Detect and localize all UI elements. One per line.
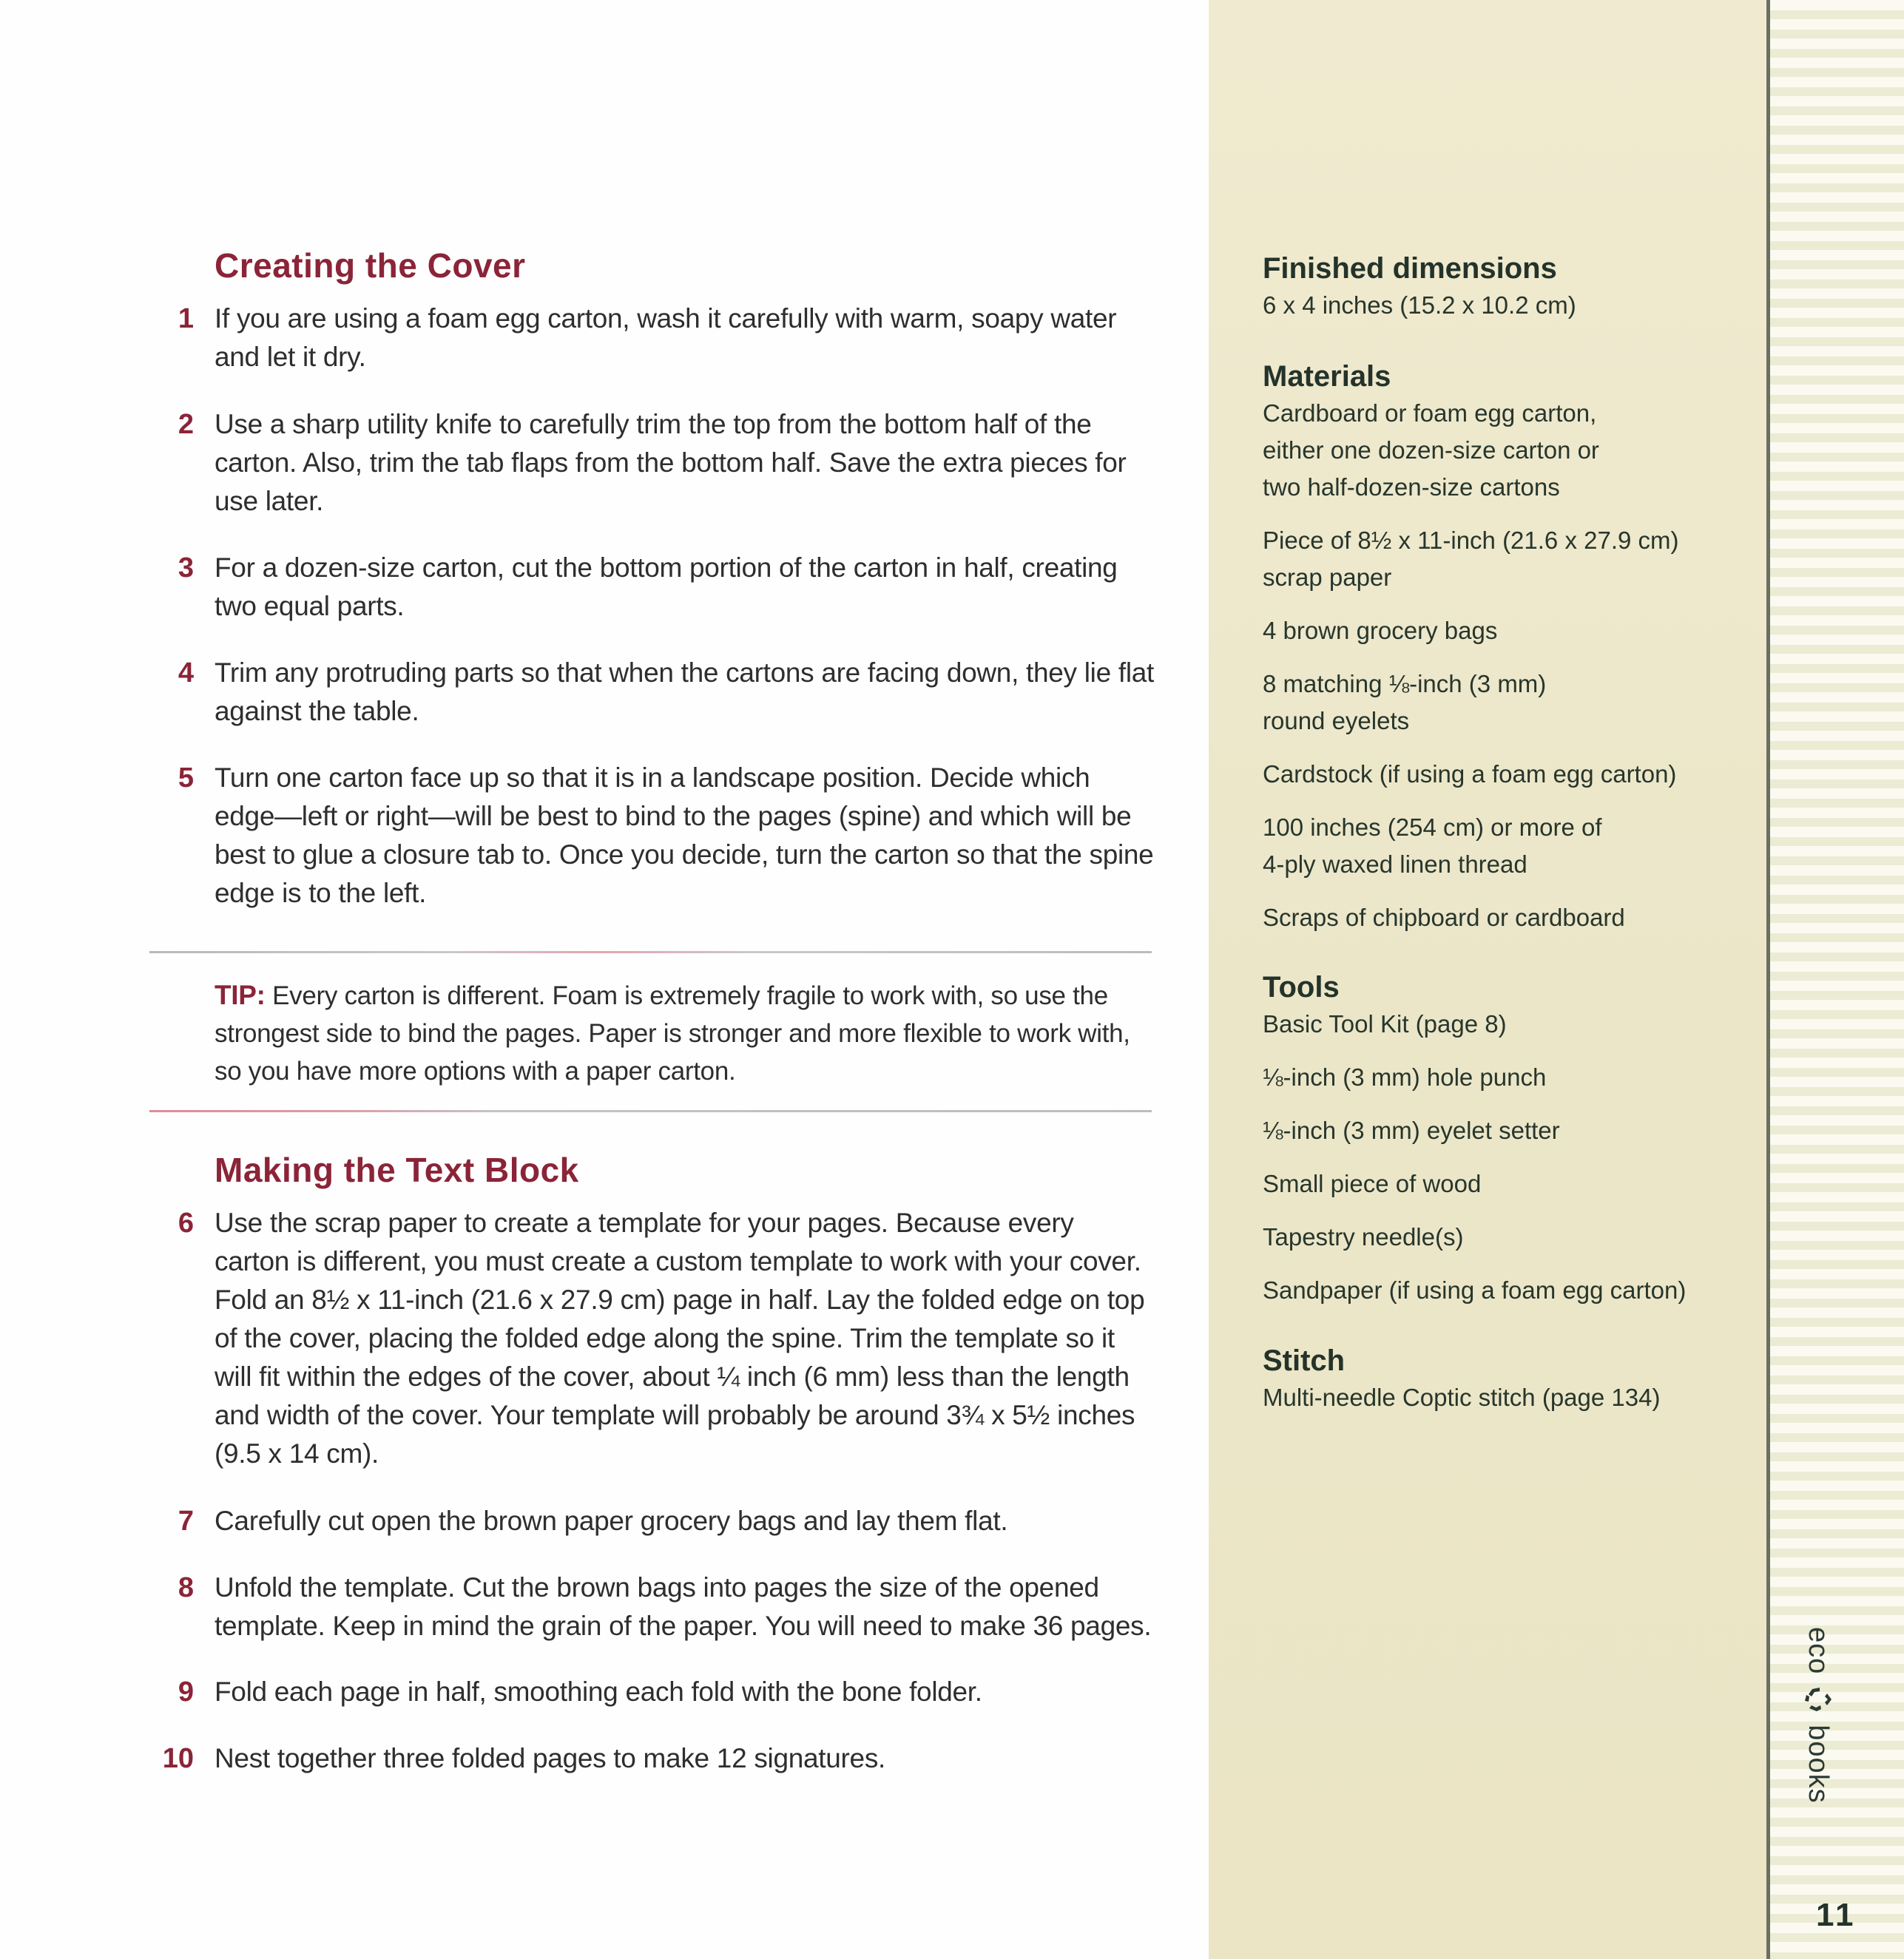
sidebar-panel <box>1209 0 1766 1959</box>
material-line: 8 matching ⅛-inch (3 mm) <box>1263 670 1547 697</box>
materials-block <box>1263 358 1751 936</box>
step-7 <box>148 1502 1154 1540</box>
step-6 <box>148 1204 1154 1473</box>
step-number: 2 <box>178 409 194 440</box>
step-1 <box>148 300 1154 376</box>
material-line: scrap paper <box>1263 564 1392 591</box>
tip-top-divider <box>149 951 1152 953</box>
page-number: 11 <box>1816 1897 1857 1933</box>
stitch-block <box>1263 1342 1751 1416</box>
step-2 <box>148 405 1154 521</box>
tip-label: TIP: <box>215 980 266 1010</box>
step-5 <box>148 759 1154 913</box>
step-number: 5 <box>178 762 194 794</box>
finished-dimensions-heading: Finished dimensions <box>1263 252 1557 285</box>
material-line: 4-ply waxed linen thread <box>1263 850 1527 878</box>
stitch-item: Multi-needle Coptic stitch (page 134) <box>1263 1384 1661 1411</box>
step-10 <box>148 1739 1154 1778</box>
step-number: 10 <box>162 1743 194 1774</box>
finished-dimensions-block <box>1263 250 1751 324</box>
step-text: Use the scrap paper to create a template for your pages. Because every carton is different, you must create a custom template to work with your cover. Fold an 8½ x 11-inch (21.6 x 27.9 cm) page in half. Lay the folded edge on top of the cover, placing the folded edge along the spine. Trim the template so it will fit within the edges of the cover, about ¼ inch (6 mm) less than the length and width of the cover. Your template will probably be around 3¾ x 5½ inches (9.5 x 14 cm). <box>215 1208 1145 1469</box>
brand-eco: eco <box>1803 1627 1834 1675</box>
section-title-creating-cover: Creating the Cover <box>215 246 526 285</box>
step-text: If you are using a foam egg carton, wash it carefully with warm, soapy water and let it dry. <box>215 303 1117 372</box>
material-item <box>1263 522 1751 596</box>
material-item <box>1263 666 1751 740</box>
tip-bottom-divider <box>149 1110 1152 1112</box>
step-3 <box>148 549 1154 626</box>
step-number: 1 <box>178 303 194 334</box>
tool-item: ⅛-inch (3 mm) hole punch <box>1263 1063 1547 1091</box>
step-number: 9 <box>178 1677 194 1708</box>
step-number: 3 <box>178 552 194 583</box>
step-text: Nest together three folded pages to make 12 signatures. <box>215 1743 886 1773</box>
material-item: Scraps of chipboard or cardboard <box>1263 904 1625 931</box>
stitch-heading: Stitch <box>1263 1344 1346 1377</box>
tool-item: Tapestry needle(s) <box>1263 1223 1464 1251</box>
material-line: Piece of 8½ x 11-inch (21.6 x 27.9 cm) <box>1263 527 1679 554</box>
brand-books: books <box>1803 1725 1834 1804</box>
tool-item: Basic Tool Kit (page 8) <box>1263 1010 1507 1038</box>
tool-item: Sandpaper (if using a foam egg carton) <box>1263 1276 1687 1304</box>
step-number: 4 <box>178 657 194 688</box>
material-line: Cardboard or foam egg carton, <box>1263 399 1597 427</box>
step-text: Fold each page in half, smoothing each fold with the bone folder. <box>215 1677 982 1707</box>
step-4 <box>148 654 1154 731</box>
tool-item: ⅛-inch (3 mm) eyelet setter <box>1263 1117 1560 1144</box>
material-item: 4 brown grocery bags <box>1263 617 1498 644</box>
finished-dimensions-value: 6 x 4 inches (15.2 x 10.2 cm) <box>1263 291 1576 319</box>
material-line: round eyelets <box>1263 707 1410 734</box>
tools-block <box>1263 969 1751 1309</box>
tip-text: Every carton is different. Foam is extremely fragile to work with, so use the strongest side to bind the pages. Paper is stronger and more flexible to work with, so you have more options with a paper carton. <box>215 981 1130 1086</box>
step-text: Carefully cut open the brown paper grocery bags and lay them flat. <box>215 1506 1008 1536</box>
step-number: 6 <box>178 1208 194 1239</box>
step-text: Use a sharp utility knife to carefully trim the top from the bottom half of the carton. Also, trim the tab flaps from the bottom half. Save the extra pieces for use later. <box>215 409 1127 516</box>
eco-books-brand <box>1799 1627 1843 1849</box>
tool-item: Small piece of wood <box>1263 1170 1482 1197</box>
recycle-icon <box>1802 1683 1834 1716</box>
material-line: either one dozen-size carton or <box>1263 436 1599 464</box>
material-line: two half-dozen-size cartons <box>1263 473 1560 501</box>
tools-heading: Tools <box>1263 971 1340 1004</box>
materials-heading: Materials <box>1263 360 1391 393</box>
step-text: Unfold the template. Cut the brown bags into pages the size of the opened template. Keep in mind the grain of the paper. You will need to make 36 pages. <box>215 1572 1152 1641</box>
material-line: 100 inches (254 cm) or more of <box>1263 813 1602 841</box>
step-9 <box>148 1673 1154 1711</box>
material-item <box>1263 809 1751 883</box>
section-title-text-block: Making the Text Block <box>215 1151 579 1189</box>
step-text: Trim any protruding parts so that when the cartons are facing down, they lie flat against the table. <box>215 657 1154 726</box>
tip-box <box>215 976 1139 1090</box>
material-item: Cardstock (if using a foam egg carton) <box>1263 760 1677 788</box>
step-number: 7 <box>178 1506 194 1537</box>
step-text: For a dozen-size carton, cut the bottom portion of the carton in half, creating two equal parts. <box>215 552 1118 621</box>
step-8 <box>148 1569 1154 1645</box>
step-number: 8 <box>178 1572 194 1603</box>
step-text: Turn one carton face up so that it is in a landscape position. Decide which edge—left or right—will be best to bind to the pages (spine) and which will be best to glue a closure tab to. Once you decide, turn the carton so that the spine edge is to the left. <box>215 762 1154 908</box>
material-item <box>1263 395 1751 506</box>
